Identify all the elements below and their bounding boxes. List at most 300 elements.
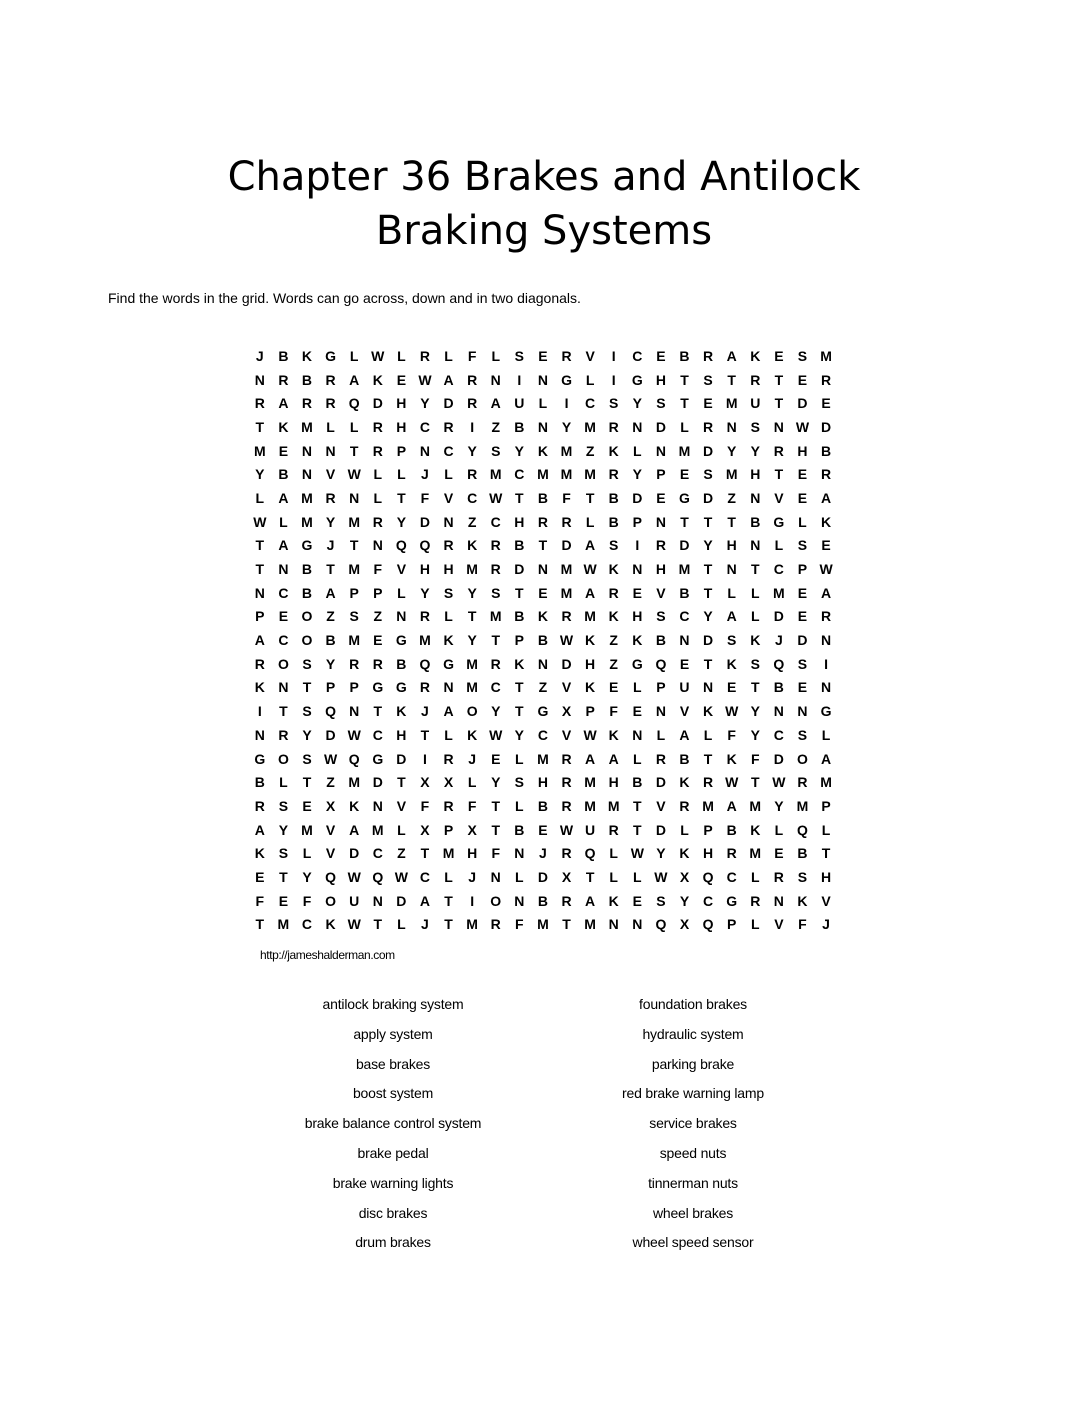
grid-letter: B xyxy=(608,489,619,506)
grid-letter: S xyxy=(302,750,312,767)
grid-letter: F xyxy=(255,892,265,909)
grid-letter: Z xyxy=(609,632,618,649)
grid-letter: T xyxy=(491,632,501,649)
grid-letter: V xyxy=(585,347,595,364)
grid-letter: S xyxy=(278,845,289,862)
grid-letter: A xyxy=(585,584,596,601)
grid-letter: Y xyxy=(491,703,501,720)
grid-letter: K xyxy=(349,797,360,814)
grid-letter: Z xyxy=(538,679,548,696)
grid-letter: R xyxy=(561,797,572,814)
grid-letter: W xyxy=(583,561,597,578)
grid-letter: F xyxy=(491,845,501,862)
grid-letter: R xyxy=(419,608,431,625)
grid-letter: M xyxy=(301,418,313,435)
grid-letter: S xyxy=(656,395,666,412)
grid-letter: B xyxy=(301,371,313,388)
grid-letter: Z xyxy=(326,608,335,625)
grid-letter: E xyxy=(821,395,831,412)
grid-letter: A xyxy=(278,489,289,506)
grid-letter: G xyxy=(679,489,690,506)
grid-letter: K xyxy=(301,347,313,364)
grid-letter: X xyxy=(561,868,572,885)
grid-letter: N xyxy=(396,608,407,625)
grid-letter: R xyxy=(726,845,737,862)
grid-letter: R xyxy=(301,395,313,412)
word-list-item: red brake warning lamp xyxy=(622,1085,764,1102)
grid-letter: T xyxy=(585,868,595,885)
grid-letter: Y xyxy=(561,418,572,435)
grid-letter: K xyxy=(608,892,619,909)
grid-letter: E xyxy=(278,892,289,909)
grid-letter: L xyxy=(633,868,642,885)
grid-letter: A xyxy=(820,584,832,601)
grid-letter: Z xyxy=(373,608,383,625)
grid-letter: G xyxy=(631,655,643,672)
grid-letter: L xyxy=(656,726,666,743)
grid-letter: H xyxy=(750,466,761,483)
grid-letter: S xyxy=(727,632,737,649)
grid-letter: N xyxy=(632,726,643,743)
grid-letter: A xyxy=(443,371,454,388)
grid-letter: V xyxy=(561,726,572,743)
grid-letter: N xyxy=(349,703,360,720)
grid-letter: K xyxy=(467,537,478,554)
grid-letter: K xyxy=(608,561,619,578)
grid-letter: R xyxy=(372,513,383,530)
grid-letter: C xyxy=(278,632,289,649)
grid-letter: Y xyxy=(703,537,713,554)
grid-letter: I xyxy=(824,655,828,672)
grid-letter: P xyxy=(821,797,831,814)
grid-letter: Y xyxy=(325,655,336,672)
grid-letter: Q xyxy=(419,655,431,672)
grid-letter: Y xyxy=(491,774,501,791)
grid-letter: P xyxy=(797,561,808,578)
grid-letter: R xyxy=(561,750,572,767)
grid-letter: E xyxy=(396,371,407,388)
grid-letter: A xyxy=(443,703,454,720)
grid-letter: O xyxy=(301,632,313,649)
grid-letter: N xyxy=(254,584,265,601)
grid-letter: V xyxy=(325,466,336,483)
grid-letter: K xyxy=(537,608,548,625)
grid-letter: M xyxy=(301,513,313,530)
grid-letter: Z xyxy=(397,845,406,862)
grid-letter: M xyxy=(537,916,549,933)
grid-letter: M xyxy=(560,584,573,601)
grid-letter: T xyxy=(633,821,642,838)
grid-letter: N xyxy=(301,442,313,459)
grid-letter: C xyxy=(278,584,289,601)
grid-letter: N xyxy=(632,561,643,578)
grid-letter: W xyxy=(795,418,810,435)
grid-letter: V xyxy=(774,916,784,933)
grid-letter: F xyxy=(420,797,430,814)
grid-letter: Y xyxy=(467,632,477,649)
grid-letter: L xyxy=(444,347,453,364)
grid-letter: R xyxy=(372,442,383,459)
grid-letter: N xyxy=(537,371,548,388)
grid-letter: Y xyxy=(750,442,760,459)
grid-letter: C xyxy=(419,868,431,885)
grid-letter: T xyxy=(727,371,736,388)
grid-letter: S xyxy=(797,655,808,672)
grid-letter: Q xyxy=(372,868,384,885)
grid-letter: L xyxy=(349,347,359,364)
grid-letter: M xyxy=(560,442,573,459)
grid-letter: R xyxy=(372,655,383,672)
grid-letter: N xyxy=(750,537,761,554)
grid-letter: R xyxy=(820,466,832,483)
grid-letter: K xyxy=(585,632,596,649)
grid-letter: B xyxy=(679,584,690,601)
grid-letter: S xyxy=(514,774,524,791)
grid-letter: V xyxy=(325,845,336,862)
grid-letter: N xyxy=(301,466,313,483)
grid-letter: T xyxy=(326,561,335,578)
grid-letter: M xyxy=(820,347,832,364)
grid-letter: W xyxy=(725,774,739,791)
grid-letter: Y xyxy=(632,466,642,483)
word-list-item: brake warning lights xyxy=(332,1174,454,1191)
grid-letter: K xyxy=(679,845,690,862)
grid-letter: M xyxy=(584,608,596,625)
grid-letter: U xyxy=(750,395,761,412)
grid-letter: R xyxy=(254,655,265,672)
grid-letter: M xyxy=(607,797,620,814)
grid-letter: R xyxy=(419,679,431,696)
word-list-item: apply system xyxy=(353,1025,433,1042)
grid-letter: R xyxy=(820,608,832,625)
grid-letter: E xyxy=(821,537,831,554)
grid-letter: P xyxy=(349,679,359,696)
grid-letter: O xyxy=(325,892,337,909)
grid-letter: R xyxy=(490,655,501,672)
grid-letter: X xyxy=(561,703,572,720)
grid-letter: M xyxy=(678,442,691,459)
grid-letter: T xyxy=(302,774,312,791)
grid-letter: P xyxy=(703,821,713,838)
grid-letter: R xyxy=(561,513,572,530)
grid-letter: I xyxy=(470,418,475,435)
grid-letter: D xyxy=(820,418,832,435)
grid-letter: E xyxy=(538,821,548,838)
grid-letter: E xyxy=(797,608,808,625)
grid-letter: L xyxy=(727,584,736,601)
grid-letter: H xyxy=(467,845,478,862)
grid-letter: C xyxy=(443,442,454,459)
grid-letter: F xyxy=(798,916,807,933)
grid-letter: R xyxy=(467,395,478,412)
grid-letter: R xyxy=(561,845,572,862)
grid-letter: D xyxy=(396,750,407,767)
grid-letter: G xyxy=(561,371,572,388)
grid-letter: G xyxy=(301,537,313,554)
grid-letter: D xyxy=(773,608,784,625)
grid-letter: Y xyxy=(656,845,666,862)
grid-letter: Y xyxy=(278,821,289,838)
grid-letter: L xyxy=(397,466,406,483)
word-list-item: brake balance control system xyxy=(304,1115,482,1132)
grid-letter: M xyxy=(678,561,691,578)
grid-letter: L xyxy=(750,608,760,625)
grid-letter: H xyxy=(396,395,407,412)
grid-letter: Y xyxy=(514,726,524,743)
grid-letter: V xyxy=(325,821,336,838)
grid-letter: M xyxy=(277,916,290,933)
grid-letter: R xyxy=(467,371,478,388)
grid-letter: V xyxy=(396,561,407,578)
grid-letter: K xyxy=(820,513,832,530)
grid-letter: L xyxy=(444,466,453,483)
grid-letter: S xyxy=(491,584,501,601)
grid-letter: E xyxy=(797,371,808,388)
word-list-item: wheel speed sensor xyxy=(632,1234,754,1251)
grid-letter: D xyxy=(561,537,572,554)
grid-letter: L xyxy=(326,418,335,435)
word-list-item: speed nuts xyxy=(659,1144,727,1161)
grid-letter: R xyxy=(561,892,572,909)
grid-letter: R xyxy=(490,561,501,578)
grid-letter: Q xyxy=(702,868,714,885)
grid-letter: K xyxy=(372,371,383,388)
word-list-item: base brakes xyxy=(355,1055,431,1072)
grid-letter: D xyxy=(396,892,407,909)
grid-letter: V xyxy=(561,679,572,696)
grid-letter: U xyxy=(585,821,596,838)
grid-letter: C xyxy=(372,726,383,743)
grid-letter: T xyxy=(680,371,689,388)
grid-letter: N xyxy=(726,561,737,578)
grid-letter: K xyxy=(797,892,808,909)
grid-letter: I xyxy=(257,703,262,720)
grid-letter: S xyxy=(514,347,524,364)
grid-letter: K xyxy=(325,916,336,933)
grid-letter: N xyxy=(514,892,525,909)
grid-letter: P xyxy=(585,703,595,720)
grid-letter: T xyxy=(491,821,501,838)
grid-letter: N xyxy=(372,537,383,554)
grid-letter: Z xyxy=(491,418,501,435)
grid-letter: M xyxy=(702,797,714,814)
grid-letter: K xyxy=(726,655,737,672)
grid-letter: B xyxy=(278,347,289,364)
grid-letter: L xyxy=(703,726,713,743)
grid-letter: W xyxy=(347,726,361,743)
grid-letter: K xyxy=(514,655,525,672)
grid-letter: L xyxy=(302,845,312,862)
grid-letter: Q xyxy=(702,916,714,933)
grid-letter: S xyxy=(609,537,619,554)
grid-letter: M xyxy=(348,632,360,649)
grid-letter: Y xyxy=(325,513,336,530)
grid-letter: T xyxy=(373,916,383,933)
grid-letter: N xyxy=(655,513,666,530)
grid-letter: Y xyxy=(514,442,524,459)
grid-letter: M xyxy=(725,466,738,483)
grid-letter: Y xyxy=(420,584,430,601)
grid-letter: M xyxy=(348,561,360,578)
grid-letter: B xyxy=(773,679,784,696)
grid-letter: Y xyxy=(727,442,737,459)
grid-letter: R xyxy=(443,418,454,435)
grid-letter: L xyxy=(373,489,383,506)
grid-letter: A xyxy=(679,726,690,743)
grid-letter: E xyxy=(797,584,808,601)
grid-letter: B xyxy=(514,537,525,554)
grid-letter: N xyxy=(608,916,619,933)
grid-letter: B xyxy=(750,513,761,530)
grid-letter: M xyxy=(489,608,502,625)
grid-letter: S xyxy=(656,608,666,625)
grid-letter: P xyxy=(255,608,265,625)
grid-letter: B xyxy=(679,347,690,364)
grid-letter: Q xyxy=(419,537,431,554)
grid-letter: A xyxy=(726,797,737,814)
grid-letter: T xyxy=(349,537,359,554)
grid-letter: Q xyxy=(348,395,360,412)
grid-letter: O xyxy=(490,892,502,909)
grid-letter: A xyxy=(278,537,289,554)
grid-letter: Q xyxy=(655,916,667,933)
grid-letter: E xyxy=(774,845,784,862)
grid-letter: L xyxy=(515,750,524,767)
word-list-item: parking brake xyxy=(651,1055,735,1072)
grid-letter: B xyxy=(537,632,548,649)
grid-letter: X xyxy=(443,774,454,791)
grid-letter: D xyxy=(372,395,383,412)
grid-letter: Z xyxy=(727,489,736,506)
grid-letter: G xyxy=(631,371,643,388)
grid-letter: R xyxy=(655,750,666,767)
grid-letter: L xyxy=(279,774,288,791)
grid-letter: K xyxy=(750,821,761,838)
grid-letter: F xyxy=(467,347,477,364)
grid-letter: T xyxy=(349,442,359,459)
word-list-item: hydraulic system xyxy=(642,1025,744,1042)
grid-letter: R xyxy=(703,774,714,791)
grid-letter: V xyxy=(656,797,666,814)
grid-letter: T xyxy=(750,561,760,578)
grid-letter: D xyxy=(703,442,714,459)
grid-letter: R xyxy=(254,797,265,814)
grid-letter: R xyxy=(278,726,289,743)
word-list-right xyxy=(553,992,833,1260)
grid-letter: V xyxy=(443,489,454,506)
grid-letter: T xyxy=(515,489,524,506)
grid-letter: C xyxy=(679,608,690,625)
grid-letter: T xyxy=(444,892,453,909)
grid-letter: A xyxy=(254,821,265,838)
grid-letter: N xyxy=(419,442,431,459)
grid-letter: M xyxy=(348,774,360,791)
grid-letter: T xyxy=(774,395,784,412)
grid-letter: Q xyxy=(325,868,337,885)
grid-letter: L xyxy=(444,726,453,743)
grid-letter: J xyxy=(421,916,429,933)
grid-letter: X xyxy=(420,821,430,838)
grid-letter: L xyxy=(467,774,477,791)
grid-letter: R xyxy=(443,537,454,554)
grid-letter: K xyxy=(703,703,714,720)
grid-letter: M xyxy=(796,797,809,814)
grid-letter: B xyxy=(679,750,690,767)
grid-letter: B xyxy=(301,584,313,601)
grid-letter: T xyxy=(515,679,524,696)
word-search-grid xyxy=(248,344,838,936)
grid-letter: S xyxy=(797,537,808,554)
grid-letter: G xyxy=(372,750,384,767)
grid-letter: M xyxy=(466,655,478,672)
grid-letter: E xyxy=(538,347,548,364)
word-list-item: tinnerman nuts xyxy=(648,1174,738,1191)
grid-letter: T xyxy=(821,845,831,862)
grid-letter: U xyxy=(514,395,525,412)
grid-letter: W xyxy=(323,750,338,767)
grid-letter: X xyxy=(325,797,336,814)
grid-letter: R xyxy=(561,608,572,625)
grid-letter: A xyxy=(585,537,596,554)
grid-letter: Y xyxy=(467,442,477,459)
grid-letter: W xyxy=(559,632,574,649)
grid-letter: S xyxy=(443,584,454,601)
grid-letter: M xyxy=(466,561,478,578)
grid-letter: L xyxy=(633,442,642,459)
grid-letter: Y xyxy=(750,703,760,720)
grid-letter: V xyxy=(774,489,784,506)
grid-letter: M xyxy=(442,845,455,862)
grid-letter: I xyxy=(564,395,569,412)
grid-letter: P xyxy=(373,584,383,601)
grid-letter: L xyxy=(609,845,618,862)
grid-letter: P xyxy=(514,632,524,649)
grid-letter: E xyxy=(302,797,312,814)
grid-letter: R xyxy=(655,537,666,554)
grid-letter: K xyxy=(632,632,643,649)
grid-letter: E xyxy=(797,489,808,506)
grid-letter: N xyxy=(632,418,643,435)
grid-letter: B xyxy=(514,418,525,435)
grid-letter: Q xyxy=(395,537,407,554)
grid-letter: E xyxy=(727,679,737,696)
grid-letter: N xyxy=(797,703,808,720)
grid-letter: M xyxy=(537,750,549,767)
grid-letter: Y xyxy=(467,584,477,601)
grid-letter: M xyxy=(749,797,762,814)
grid-letter: X xyxy=(420,774,430,791)
grid-letter: E xyxy=(632,584,642,601)
grid-letter: L xyxy=(774,537,784,554)
grid-letter: L xyxy=(633,679,642,696)
grid-letter: H xyxy=(537,774,548,791)
grid-letter: W xyxy=(489,726,503,743)
grid-letter: T xyxy=(467,608,477,625)
grid-letter: G xyxy=(820,703,832,720)
grid-letter: O xyxy=(277,655,289,672)
grid-letter: T xyxy=(562,916,571,933)
grid-letter: D xyxy=(679,537,690,554)
instructions: Find the words in the grid. Words can go across, down and in two diagonals. xyxy=(108,290,581,306)
grid-letter: K xyxy=(726,750,737,767)
grid-letter: L xyxy=(680,821,689,838)
grid-letter: B xyxy=(254,774,265,791)
grid-letter: Y xyxy=(255,466,265,483)
grid-letter: C xyxy=(514,466,525,483)
grid-letter: G xyxy=(443,655,454,672)
grid-letter: B xyxy=(537,797,548,814)
grid-letter: M xyxy=(584,916,596,933)
